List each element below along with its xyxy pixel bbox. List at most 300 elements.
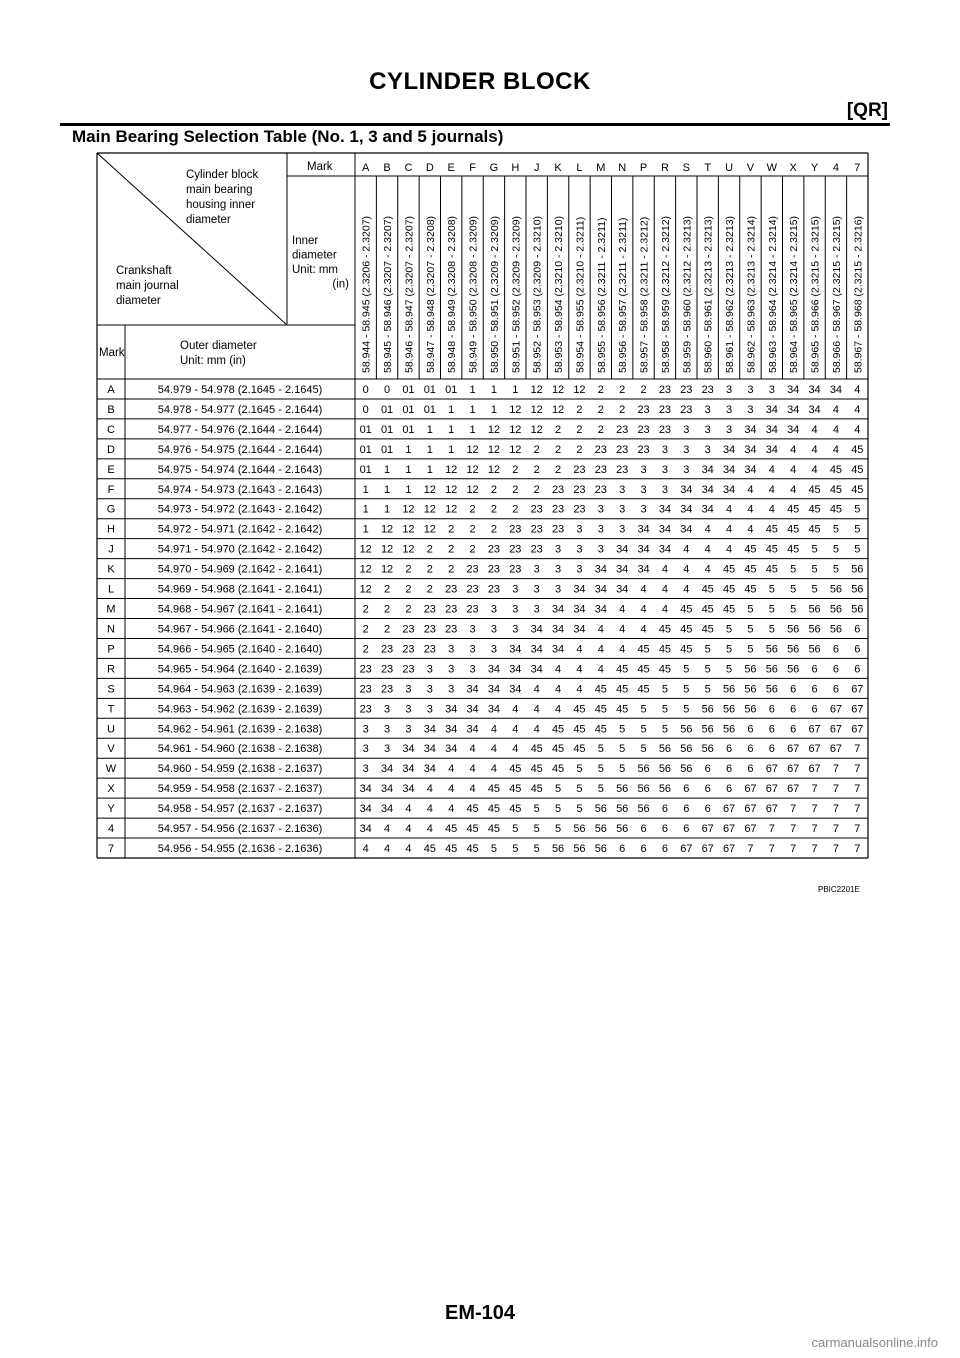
grade-cell: 5 [726,623,733,636]
grade-cell: 12 [445,463,458,476]
row-range: 54.972 - 54.971 (2.1642 - 2.1642) [157,523,323,536]
col-mark: E [447,162,455,174]
grade-cell: 6 [768,723,775,736]
grade-cell: 45 [466,843,479,856]
grade-cell: 34 [616,583,629,596]
grade-cell: 4 [555,683,562,696]
inner-diameter-label-line: diameter [292,249,337,262]
grade-cell: 4 [832,423,839,436]
grade-cell: 5 [704,683,711,696]
grade-cell: 5 [555,783,562,796]
row-range: 54.979 - 54.978 (2.1645 - 2.1645) [157,383,323,396]
grade-cell: 45 [616,703,629,716]
grade-cell: 34 [445,723,458,736]
grade-cell: 34 [487,683,501,696]
grade-cell: 34 [658,523,672,536]
grade-cell: 7 [747,843,754,856]
grade-cell: 45 [616,683,629,696]
grade-cell: 34 [765,443,778,456]
grade-cell: 4 [661,563,668,576]
grade-cell: 4 [619,603,626,616]
grade-cell: 7 [854,843,861,856]
grade-cell: 56 [808,623,821,636]
grade-cell: 34 [402,763,415,776]
grade-cell: 56 [573,823,586,836]
grade-cell: 3 [362,763,369,776]
grade-cell: 23 [359,663,372,676]
grade-cell: 7 [832,803,839,816]
row-mark: H [107,523,115,536]
grade-cell: 4 [362,843,369,856]
grade-cell: 4 [469,763,476,776]
grade-cell: 6 [747,743,754,756]
grade-cell: 6 [726,783,733,796]
grade-cell: 12 [402,503,415,516]
row-range: 54.964 - 54.963 (2.1639 - 2.1639) [157,683,323,696]
grade-cell: 7 [768,843,775,856]
grade-cell: 45 [594,723,607,736]
grade-cell: 56 [722,723,736,736]
grade-cell: 67 [829,723,843,736]
grade-cell: 3 [747,383,754,396]
grade-cell: 23 [616,463,629,476]
watermark: carmanualsonline.info [811,1335,938,1350]
grade-cell: 45 [851,443,864,456]
grade-cell: 34 [701,463,714,476]
grade-cell: 45 [530,743,543,756]
grade-cell: 6 [747,723,754,736]
grade-cell: 45 [594,703,607,716]
grade-cell: 6 [661,843,668,856]
grade-cell: 4 [597,663,604,676]
col-range-label: 58.961 - 58.962 (2.3213 - 2.3213) [724,215,737,373]
grade-cell: 67 [744,783,757,796]
grade-cell: 34 [787,423,800,436]
grade-cell: 5 [576,803,583,816]
grade-cell: 45 [551,723,565,736]
grade-cell: 3 [704,403,711,416]
grade-cell: 12 [509,443,522,456]
grade-cell: 4 [490,723,497,736]
grade-cell: 4 [576,643,583,656]
grade-cell: 5 [704,643,711,656]
grade-cell: 3 [768,383,775,396]
grade-cell: 34 [787,383,800,396]
grade-cell: 12 [551,403,565,416]
grade-cell: 5 [683,703,690,716]
col-mark: B [383,162,391,174]
grade-cell: 12 [380,563,394,576]
grade-cell: 7 [811,843,818,856]
corner-top-label-line: housing inner [186,199,256,211]
grade-cell: 7 [832,763,839,776]
grade-cell: 1 [405,443,412,456]
grade-cell: 12 [380,523,394,536]
grade-cell: 45 [658,643,672,656]
grade-cell: 7 [768,823,775,836]
grade-cell: 5 [854,503,861,516]
grade-cell: 56 [851,563,864,576]
row-range: 54.966 - 54.965 (2.1640 - 2.1640) [157,643,323,656]
grade-cell: 2 [362,643,369,656]
grade-cell: 4 [726,543,733,556]
grade-cell: 4 [747,523,754,536]
grade-cell: 34 [594,603,607,616]
col-mark: 7 [854,162,861,174]
grade-cell: 34 [380,783,394,796]
grade-cell: 23 [359,683,372,696]
grade-cell: 4 [704,543,711,556]
grade-cell: 56 [808,603,821,616]
grade-cell: 45 [851,463,864,476]
grade-cell: 5 [811,583,818,596]
grade-cell: 45 [445,843,458,856]
grade-cell: 23 [380,643,394,656]
grade-cell: 56 [808,643,821,656]
col-mark: T [704,162,712,174]
row-range: 54.978 - 54.977 (2.1645 - 2.1644) [157,403,323,416]
grade-cell: 34 [530,643,543,656]
grade-cell: 34 [402,783,415,796]
grade-cell: 5 [747,643,754,656]
grade-cell: 45 [829,463,843,476]
grade-cell: 34 [445,743,458,756]
grade-cell: 12 [551,383,565,396]
corner-top-label-line: diameter [186,214,231,226]
grade-cell: 23 [616,423,629,436]
row-mark: B [107,403,115,416]
grade-cell: 01 [359,443,372,456]
grade-cell: 4 [854,423,861,436]
grade-cell: 4 [384,823,391,836]
grade-cell: 4 [619,623,626,636]
grade-cell: 45 [851,483,864,496]
grade-cell: 45 [808,523,821,536]
outer-diameter-label-line: Outer diameter [180,340,257,352]
grade-cell: 56 [765,663,778,676]
grade-cell: 6 [704,803,711,816]
grade-cell: 34 [423,723,436,736]
grade-cell: 67 [787,743,800,756]
grade-cell: 2 [533,463,540,476]
grade-cell: 45 [787,503,800,516]
grade-cell: 4 [790,443,797,456]
grade-cell: 5 [854,543,861,556]
grade-cell: 4 [490,763,497,776]
col-range-label: 58.955 - 58.956 (2.3211 - 2.3211) [595,217,608,373]
grade-cell: 12 [445,483,458,496]
grade-cell: 45 [423,843,436,856]
grade-cell: 3 [533,563,540,576]
grade-cell: 34 [551,623,565,636]
grade-cell: 56 [829,603,843,616]
row-range: 54.962 - 54.961 (2.1639 - 2.1638) [157,723,323,736]
grade-cell: 3 [490,623,497,636]
grade-cell: 34 [658,503,672,516]
grade-cell: 2 [576,423,583,436]
grade-cell: 2 [469,543,476,556]
grade-cell: 1 [490,383,497,396]
grade-cell: 23 [551,523,565,536]
grade-cell: 56 [787,643,800,656]
grade-cell: 01 [402,423,415,436]
grade-cell: 7 [832,823,839,836]
grade-cell: 4 [619,643,626,656]
grade-cell: 5 [533,843,540,856]
grade-cell: 2 [405,603,412,616]
grade-cell: 3 [405,683,412,696]
grade-cell: 23 [637,423,650,436]
grade-cell: 1 [512,383,519,396]
grade-cell: 01 [380,443,394,456]
outer-diameter-label-line: Unit: mm (in) [180,355,246,367]
grade-cell: 34 [616,543,629,556]
grade-cell: 2 [405,583,412,596]
grade-cell: 45 [573,743,586,756]
grade-cell: 0 [362,403,369,416]
table-heading: Main Bearing Selection Table (No. 1, 3 and 5 journals) [72,127,504,146]
col-range-label: 58.948 - 58.949 (2.3208 - 2.3208) [446,215,459,373]
grade-cell: 5 [832,523,839,536]
grade-cell: 5 [640,723,647,736]
grade-cell: 3 [469,623,476,636]
grade-cell: 34 [487,703,501,716]
grade-cell: 23 [487,583,501,596]
grade-cell: 6 [768,743,775,756]
grade-cell: 3 [704,443,711,456]
grade-cell: 3 [490,603,497,616]
col-range-label: 58.958 - 58.959 (2.3212 - 2.3212) [659,215,672,373]
grade-cell: 3 [619,503,626,516]
grade-cell: 45 [616,663,629,676]
col-range-label: 58.945 - 58.946 (2.3207 - 2.3207) [382,215,395,373]
grade-cell: 45 [765,523,778,536]
grade-cell: 45 [744,563,757,576]
grade-cell: 45 [573,703,586,716]
grade-cell: 7 [790,803,797,816]
grade-cell: 3 [405,703,412,716]
grade-cell: 3 [683,423,690,436]
grade-cell: 12 [466,483,479,496]
grade-cell: 45 [787,543,800,556]
grade-cell: 01 [359,423,372,436]
grade-cell: 3 [448,683,455,696]
grade-cell: 4 [405,823,412,836]
grade-cell: 4 [533,723,540,736]
grade-cell: 12 [509,403,522,416]
grade-cell: 67 [808,743,821,756]
grade-cell: 3 [576,523,583,536]
grade-cell: 6 [811,703,818,716]
grade-cell: 7 [811,823,818,836]
grade-cell: 23 [658,423,672,436]
grade-cell: 45 [808,503,821,516]
grade-cell: 6 [726,743,733,756]
grade-cell: 45 [808,483,821,496]
grade-cell: 5 [640,743,647,756]
grade-cell: 34 [765,423,778,436]
grade-cell: 5 [597,763,604,776]
grade-cell: 3 [640,503,647,516]
grade-cell: 23 [402,663,415,676]
grade-cell: 56 [637,783,650,796]
grade-cell: 2 [512,503,519,516]
grade-cell: 67 [722,823,736,836]
col-range-label: 58.966 - 58.967 (2.3215 - 2.3215) [830,215,843,373]
row-mark: F [107,483,115,496]
grade-cell: 4 [426,803,433,816]
grade-cell: 23 [445,603,458,616]
figure-id: PBIC2201E [818,885,860,894]
grade-cell: 5 [832,543,839,556]
col-mark: F [469,162,476,174]
col-range-label: 58.947 - 58.948 (2.3207 - 2.3208) [424,215,437,373]
grade-cell: 3 [640,483,647,496]
grade-cell: 4 [747,503,754,516]
grade-cell: 67 [765,783,778,796]
row-range: 54.976 - 54.975 (2.1644 - 2.1644) [157,443,323,456]
page-number: EM-104 [444,1302,516,1324]
col-range-label: 58.964 - 58.965 (2.3214 - 2.3215) [788,215,801,373]
row-mark: 7 [107,843,115,856]
grade-cell: 56 [851,603,864,616]
grade-cell: 2 [512,463,519,476]
grade-cell: 45 [701,623,714,636]
grade-cell: 6 [768,703,775,716]
grade-cell: 5 [640,703,647,716]
grade-cell: 5 [683,683,690,696]
grade-cell: 4 [811,443,818,456]
grade-cell: 34 [402,743,415,756]
grade-cell: 3 [469,643,476,656]
grade-cell: 3 [512,623,519,636]
grade-cell: 12 [423,483,436,496]
grade-cell: 45 [744,543,757,556]
grade-cell: 2 [384,623,391,636]
grade-cell: 67 [787,763,800,776]
row-mark: R [107,663,115,676]
col-mark: W [766,162,778,174]
grade-cell: 01 [380,403,394,416]
row-mark-header-label: Mark [99,347,125,359]
row-range: 54.975 - 54.974 (2.1644 - 2.1643) [157,463,323,476]
grade-cell: 3 [726,403,733,416]
grade-cell: 23 [551,503,565,516]
grade-cell: 34 [380,803,394,816]
grade-cell: 4 [640,603,647,616]
grade-cell: 45 [744,583,757,596]
grade-cell: 1 [405,463,412,476]
grade-cell: 7 [854,763,861,776]
grade-cell: 1 [469,403,476,416]
col-mark: D [425,162,434,174]
grade-cell: 5 [790,563,797,576]
grade-cell: 3 [576,563,583,576]
grade-cell: 7 [790,823,797,836]
grade-cell: 56 [658,783,672,796]
grade-cell: 34 [530,623,543,636]
grade-cell: 34 [509,683,522,696]
grade-cell: 67 [744,803,757,816]
grade-cell: 67 [744,823,757,836]
grade-cell: 2 [362,623,369,636]
grade-cell: 34 [423,743,436,756]
grade-cell: 45 [722,583,736,596]
grade-cell: 4 [576,683,583,696]
row-mark: K [107,563,115,576]
grade-cell: 34 [359,783,372,796]
grade-cell: 67 [808,763,821,776]
grade-cell: 6 [683,783,690,796]
grade-cell: 34 [744,443,757,456]
grade-cell: 3 [426,703,433,716]
grade-cell: 4 [426,823,433,836]
grade-cell: 45 [765,563,778,576]
grade-cell: 34 [765,403,778,416]
grade-cell: 4 [576,663,583,676]
grade-cell: 5 [726,663,733,676]
col-range-label: 58.954 - 58.955 (2.3210 - 2.3211) [574,216,587,373]
grade-cell: 56 [722,683,736,696]
grade-cell: 3 [469,663,476,676]
grade-cell: 4 [747,483,754,496]
row-mark: M [106,603,116,616]
grade-cell: 6 [790,723,797,736]
grade-cell: 3 [661,483,668,496]
grade-cell: 2 [597,383,604,396]
row-mark: G [106,503,116,516]
grade-cell: 34 [680,523,693,536]
grade-cell: 34 [466,683,479,696]
grade-cell: 4 [490,743,497,756]
grade-cell: 6 [832,643,839,656]
grade-cell: 23 [466,603,479,616]
row-range: 54.970 - 54.969 (2.1642 - 2.1641) [157,563,323,576]
grade-cell: 23 [680,403,693,416]
grade-cell: 34 [722,483,736,496]
col-mark: 4 [832,162,839,174]
grade-cell: 23 [359,703,372,716]
grade-cell: 34 [744,423,757,436]
grade-cell: 4 [704,523,711,536]
grade-cell: 2 [490,523,497,536]
grade-cell: 56 [722,703,736,716]
grade-cell: 4 [640,583,647,596]
grade-cell: 01 [402,383,415,396]
grade-cell: 67 [829,743,843,756]
grade-cell: 0 [362,383,369,396]
grade-cell: 5 [619,723,626,736]
grade-cell: 45 [637,643,650,656]
corner-top-label-line: main bearing [186,184,253,196]
grade-cell: 34 [445,703,458,716]
row-mark: T [107,703,115,716]
grade-cell: 4 [811,463,818,476]
grade-cell: 3 [597,543,604,556]
grade-cell: 5 [619,763,626,776]
col-range-label: 58.956 - 58.957 (2.3211 - 2.3211) [617,217,630,373]
col-mark-header-label: Mark [307,161,333,173]
grade-cell: 56 [829,623,843,636]
grade-cell: 3 [704,423,711,436]
grade-cell: 4 [469,743,476,756]
grade-cell: 23 [573,463,586,476]
col-range-label: 58.951 - 58.952 (2.3209 - 2.3209) [510,215,523,373]
grade-cell: 2 [555,463,562,476]
grade-cell: 6 [640,843,647,856]
grade-cell: 45 [701,583,714,596]
col-range-label: 58.949 - 58.950 (2.3208 - 2.3209) [467,215,480,373]
